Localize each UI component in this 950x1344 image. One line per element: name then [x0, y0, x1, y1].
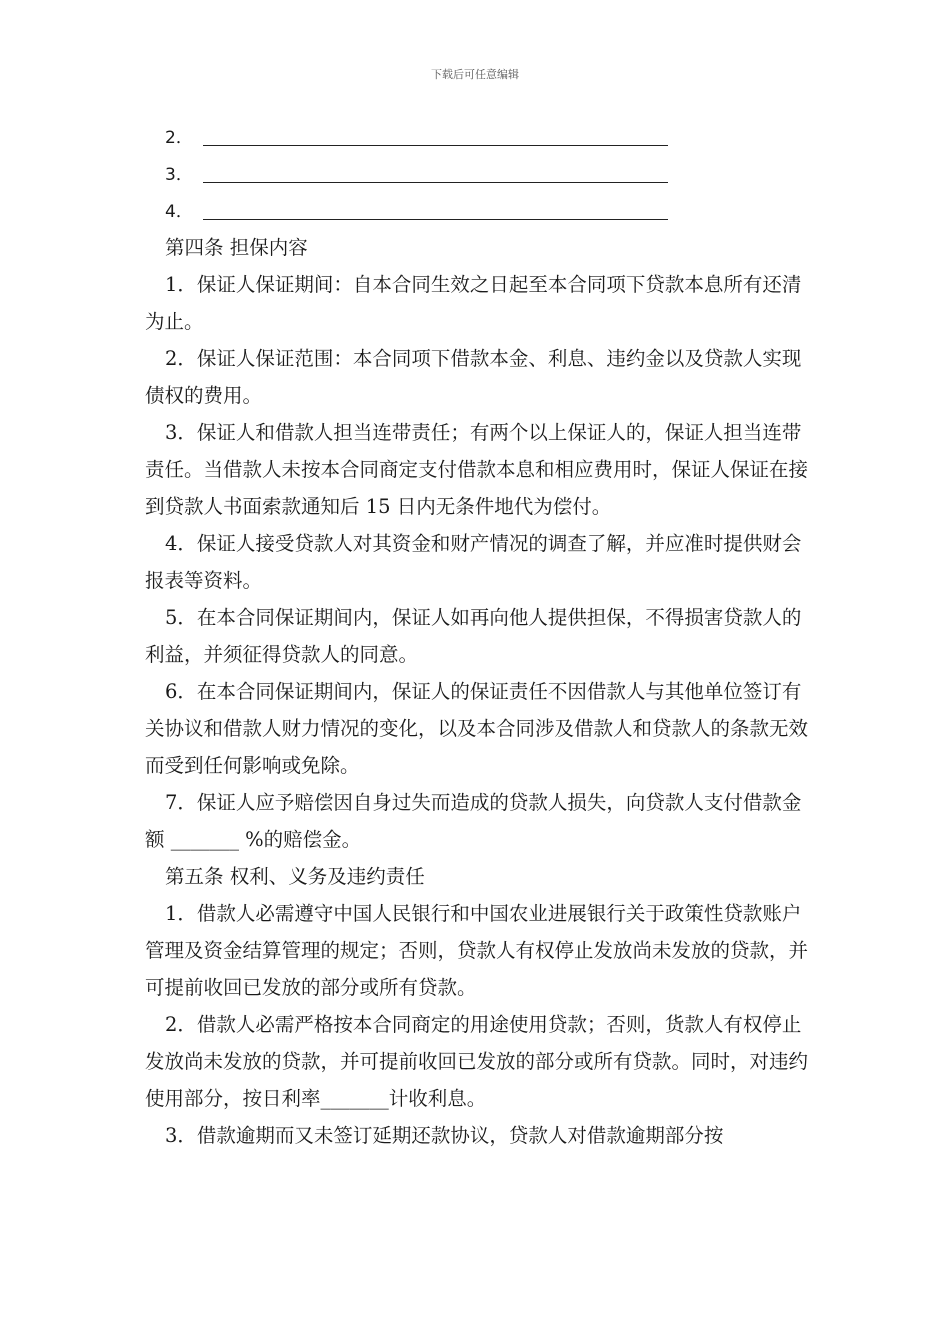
document-body: [145, 118, 810, 1154]
fill-in-line[interactable]: [203, 160, 668, 183]
article-5-item-2: 2．借款人必需严格按本合同商定的用途使用贷款；否则，货款人有权停止发放尚未发放的贷款，并可提前收回已发放的部分或所有贷款。同时，对违约使用部分，按日利率_______计收利息。: [145, 1013, 809, 1110]
fill-in-line[interactable]: [203, 197, 668, 220]
item-number: 3．: [165, 165, 193, 185]
article-4-item-6: 6．在本合同保证期间内，保证人的保证责任不因借款人与其他单位签订有关协议和借款人财力情况的变化，以及本合同涉及借款人和贷款人的条款无效而受到任何影响或免除。: [145, 680, 809, 777]
article-5-heading: 第五条 权利、义务及违约责任: [165, 865, 425, 888]
page-header: 下载后可任意编辑: [431, 68, 519, 81]
article-4-heading: 第四条 担保内容: [165, 236, 308, 259]
article-4-item-5: 5．在本合同保证期间内，保证人如再向他人提供担保，不得损害贷款人的利益，并须征得贷款人的同意。: [145, 606, 802, 666]
article-4-item-2: 2．保证人保证范围：本合同项下借款本金、利息、违约金以及贷款人实现债权的费用。: [145, 347, 802, 407]
blank-item-4: [145, 192, 810, 229]
fill-in-line[interactable]: [203, 123, 668, 146]
article-4-item-1: 1．保证人保证期间：自本合同生效之日起至本合同项下贷款本息所有还清为止。: [145, 273, 802, 333]
article-4-item-7: 7．保证人应予赔偿因自身过失而造成的贷款人损失，向贷款人支付借款金额 _______ %的赔偿金。: [145, 791, 802, 851]
article-5-item-1: 1．借款人必需遵守中国人民银行和中国农业进展银行关于政策性贷款账户管理及资金结算管理的规定；否则，贷款人有权停止发放尚未发放的贷款，并可提前收回已发放的部分或所有贷款。: [145, 902, 809, 999]
item-number: 4．: [165, 202, 193, 222]
blank-item-2: [145, 118, 810, 155]
item-number: 2．: [165, 128, 193, 148]
article-4-item-3: 3．保证人和借款人担当连带责任；有两个以上保证人的，保证人担当连带责任。当借款人未按本合同商定支付借款本息和相应费用时，保证人保证在接到贷款人书面索款通知后 15 日内无条件地代为偿付。: [145, 421, 809, 518]
blank-item-3: [145, 155, 810, 192]
article-5-item-3: 3．借款逾期而又未签订延期还款协议，贷款人对借款逾期部分按: [165, 1124, 724, 1147]
article-4-item-4: 4．保证人接受贷款人对其资金和财产情况的调查了解，并应准时提供财会报表等资料。: [145, 532, 802, 592]
